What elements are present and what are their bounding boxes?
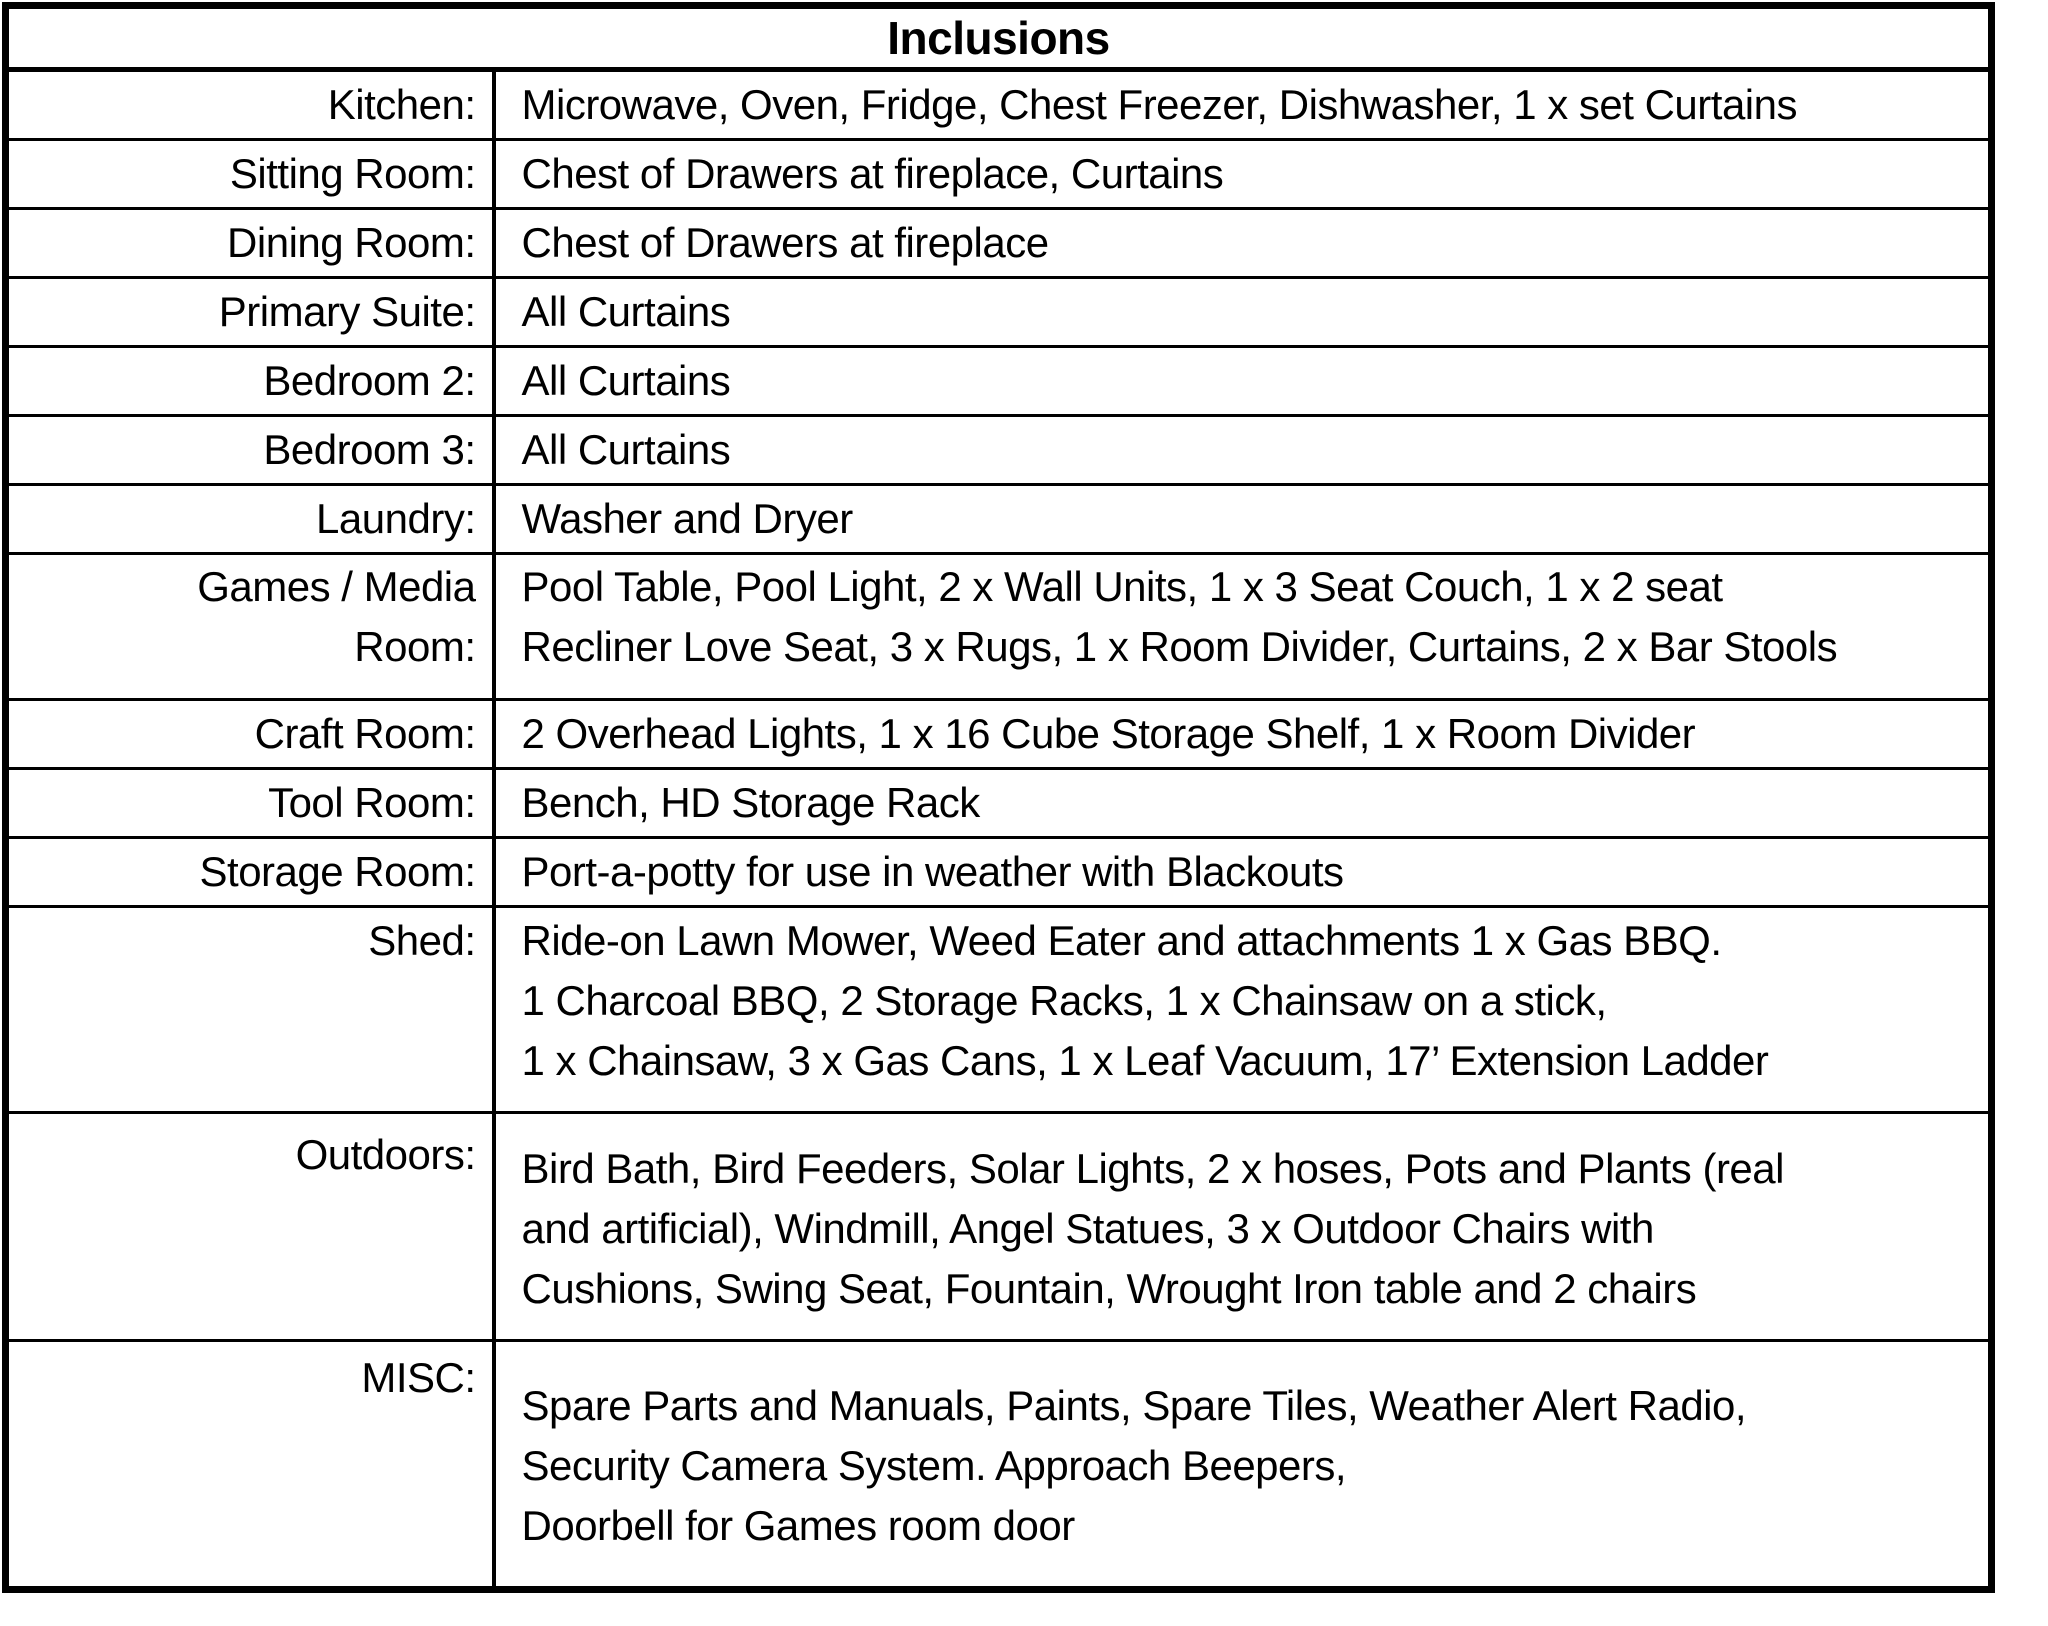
item-line: All Curtains — [521, 426, 731, 473]
item-line: Security Camera System. Approach Beepers, — [521, 1442, 1347, 1489]
room-items — [494, 140, 1992, 209]
table-row — [6, 70, 1992, 140]
room-items — [494, 700, 1992, 769]
room-label — [6, 838, 494, 907]
item-line: Microwave, Oven, Fridge, Chest Freezer, Dishwasher, 1 x set Curtains — [521, 81, 1797, 128]
table-row — [6, 769, 1992, 838]
item-line: Bench, HD Storage Rack — [521, 779, 980, 826]
room-label — [6, 554, 494, 700]
inclusions-table — [2, 2, 1995, 1593]
item-line: Cushions, Swing Seat, Fountain, Wrought Iron table and 2 chairs — [521, 1265, 1697, 1312]
room-items — [494, 1341, 1992, 1590]
room-items — [494, 209, 1992, 278]
label-line: Craft Room: — [254, 710, 476, 757]
room-label — [6, 700, 494, 769]
item-line: Chest of Drawers at fireplace — [521, 219, 1049, 266]
table-row — [6, 278, 1992, 347]
label-line: Storage Room: — [199, 848, 476, 895]
item-line: Recliner Love Seat, 3 x Rugs, 1 x Room Divider, Curtains, 2 x Bar Stools — [521, 623, 1838, 670]
room-items — [494, 278, 1992, 347]
table-row — [6, 485, 1992, 554]
label-line: Games / Media — [197, 563, 476, 610]
label-line: Shed: — [368, 917, 476, 964]
room-items — [494, 70, 1992, 140]
item-line: All Curtains — [521, 288, 731, 335]
room-items — [494, 769, 1992, 838]
table-row — [6, 140, 1992, 209]
table-row — [6, 1113, 1992, 1341]
item-line: Port-a-potty for use in weather with Blackouts — [521, 848, 1344, 895]
label-line: Outdoors: — [295, 1131, 476, 1178]
room-items — [494, 1113, 1992, 1341]
item-line: Pool Table, Pool Light, 2 x Wall Units, 1 x 3 Seat Couch, 1 x 2 seat — [521, 563, 1723, 610]
table-row — [6, 554, 1992, 700]
title-row — [6, 6, 1992, 70]
item-line: Ride-on Lawn Mower, Weed Eater and attachments 1 x Gas BBQ. — [521, 917, 1722, 964]
room-label — [6, 278, 494, 347]
label-line: Laundry: — [316, 495, 476, 542]
room-label — [6, 347, 494, 416]
room-label — [6, 1113, 494, 1341]
item-line: Doorbell for Games room door — [521, 1502, 1075, 1549]
table-row — [6, 838, 1992, 907]
label-line: Room: — [354, 623, 476, 670]
table-row — [6, 700, 1992, 769]
room-items — [494, 907, 1992, 1113]
label-line: Dining Room: — [227, 219, 476, 266]
room-label — [6, 416, 494, 485]
room-label — [6, 485, 494, 554]
room-label — [6, 1341, 494, 1590]
item-line: 1 x Chainsaw, 3 x Gas Cans, 1 x Leaf Vacuum, 17’ Extension Ladder — [521, 1037, 1769, 1084]
item-line: and artificial), Windmill, Angel Statues, 3 x Outdoor Chairs with — [521, 1205, 1654, 1252]
label-line: Sitting Room: — [229, 150, 476, 197]
table-row — [6, 209, 1992, 278]
label-line: MISC: — [361, 1354, 476, 1401]
table-row — [6, 347, 1992, 416]
item-line: Spare Parts and Manuals, Paints, Spare Tiles, Weather Alert Radio, — [521, 1382, 1747, 1429]
room-items — [494, 485, 1992, 554]
table-row — [6, 416, 1992, 485]
table-row — [6, 907, 1992, 1113]
room-label — [6, 907, 494, 1113]
room-label — [6, 140, 494, 209]
room-label — [6, 769, 494, 838]
label-line: Tool Room: — [268, 779, 476, 826]
room-items — [494, 347, 1992, 416]
table-row — [6, 1341, 1992, 1590]
room-items — [494, 838, 1992, 907]
label-line: Primary Suite: — [218, 288, 476, 335]
room-items — [494, 554, 1992, 700]
item-line: 2 Overhead Lights, 1 x 16 Cube Storage Shelf, 1 x Room Divider — [521, 710, 1696, 757]
item-line: 1 Charcoal BBQ, 2 Storage Racks, 1 x Chainsaw on a stick, — [521, 977, 1607, 1024]
room-label — [6, 209, 494, 278]
room-label — [6, 70, 494, 140]
item-line: Chest of Drawers at fireplace, Curtains — [521, 150, 1224, 197]
item-line: All Curtains — [521, 357, 731, 404]
room-items — [494, 416, 1992, 485]
item-line: Bird Bath, Bird Feeders, Solar Lights, 2 x hoses, Pots and Plants (real — [521, 1145, 1784, 1192]
label-line: Kitchen: — [327, 81, 476, 128]
page-title: Inclusions — [6, 6, 1992, 70]
item-line: Washer and Dryer — [521, 495, 853, 542]
label-line: Bedroom 3: — [263, 426, 476, 473]
label-line: Bedroom 2: — [263, 357, 476, 404]
